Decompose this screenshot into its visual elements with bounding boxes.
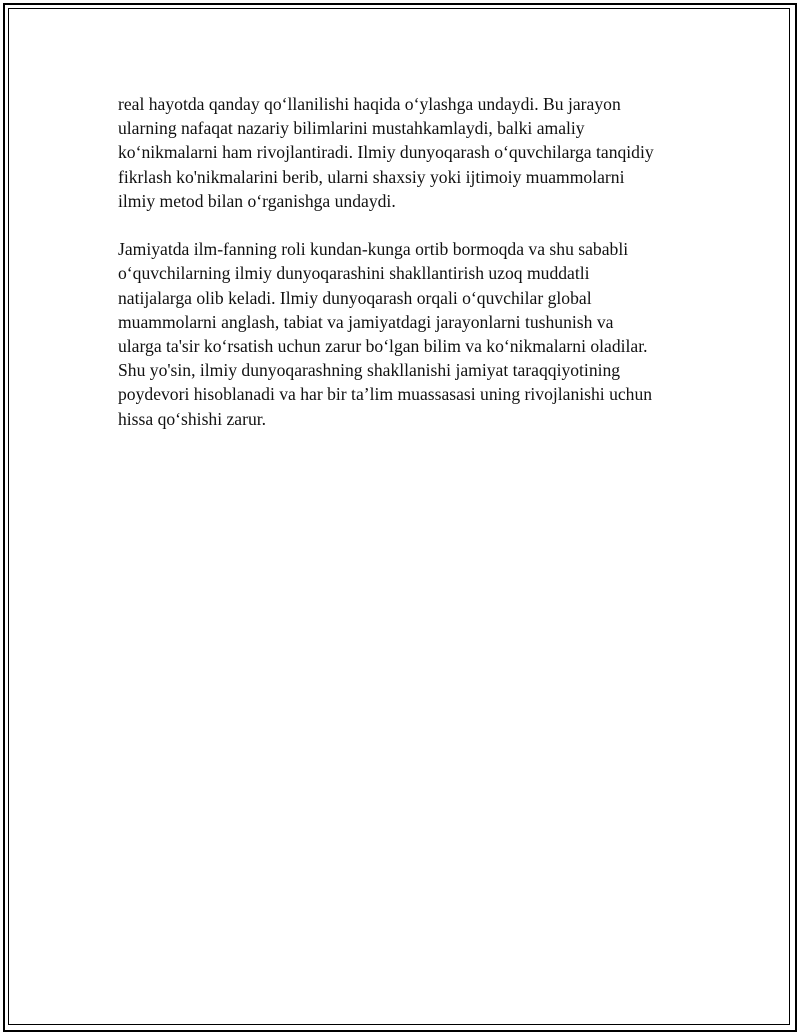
text-line: natijalarga olib keladi. Ilmiy dunyoqarash orqali o‘quvchilar global: [118, 287, 592, 308]
text-line: Jamiyatda ilm-fanning roli kundan-kunga ortib bormoqda va shu sababli: [118, 239, 629, 260]
text-line: real hayotda qanday qo‘llanilishi haqida o‘ylashga undaydi. Bu jarayon: [118, 94, 621, 114]
paragraph-1: [118, 92, 688, 213]
text-line: fikrlash ko'nikmalarini berib, ularni shaxsiy yoki ijtimoiy muammolarni: [118, 166, 625, 187]
text-line: poydevori hisoblanadi va har bir ta’lim muassasasi uning rivojlanishi uchun: [118, 384, 653, 405]
document-body: [118, 92, 688, 455]
text-line: ularga ta'sir ko‘rsatish uchun zarur bo‘lgan bilim va ko‘nikmalarni oladilar.: [118, 336, 648, 357]
text-line: ilmiy metod bilan o‘rganishga undaydi.: [118, 190, 396, 211]
paragraph-2: [118, 237, 688, 431]
text-line: ko‘nikmalarni ham rivojlantiradi. Ilmiy dunyoqarash o‘quvchilarga tanqidiy: [118, 142, 654, 163]
text-line: Shu yo'sin, ilmiy dunyoqarashning shakllanishi jamiyat taraqqiyotining: [118, 360, 621, 381]
text-line: muammolarni anglash, tabiat va jamiyatdagi jarayonlarni tushunish va: [118, 311, 614, 332]
text-line: o‘quvchilarning ilmiy dunyoqarashini shakllantirish uzoq muddatli: [118, 263, 590, 284]
text-line: ularning nafaqat nazariy bilimlarini mustahkamlaydi, balki amaliy: [118, 118, 585, 139]
text-line: hissa qo‘shishi zarur.: [118, 408, 267, 429]
